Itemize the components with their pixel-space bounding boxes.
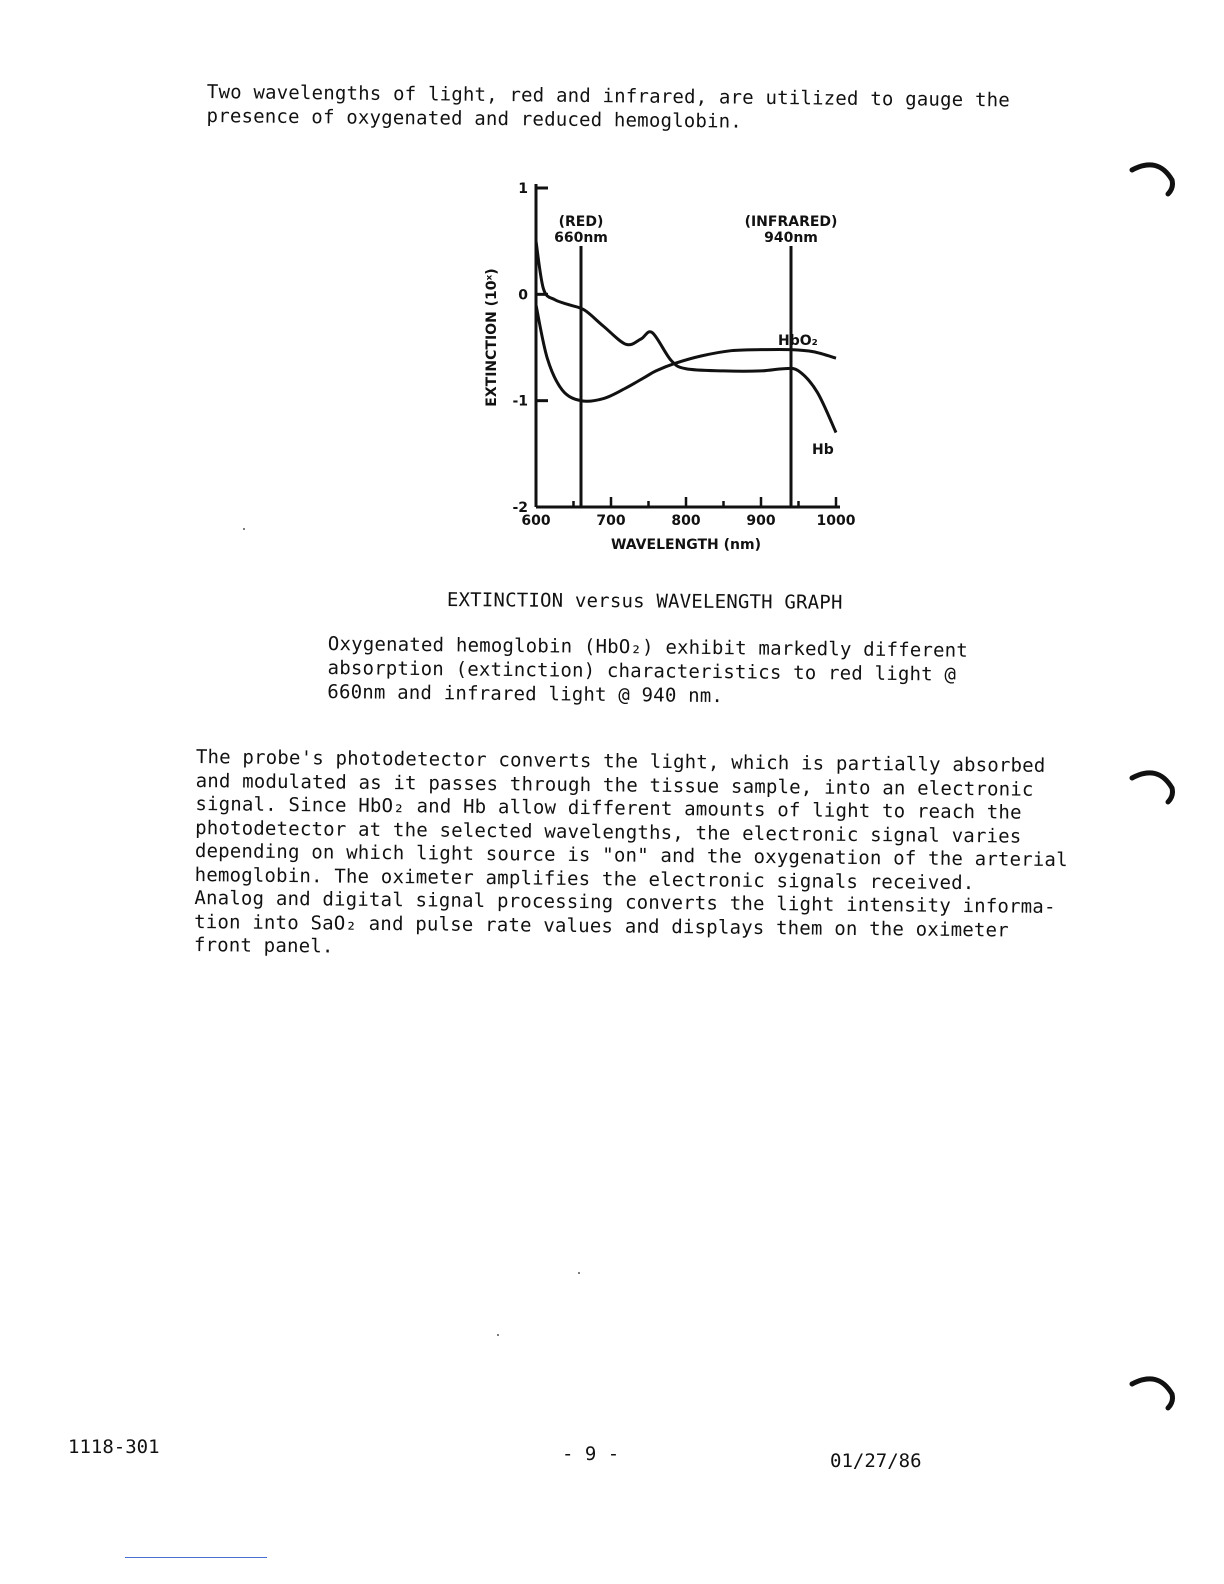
wavelength-marker-value: 660nm — [554, 230, 608, 246]
binder-hole-mark-bottom — [1128, 1372, 1178, 1412]
y-tick-label: 0 — [518, 287, 528, 304]
y-tick-label: -1 — [512, 393, 528, 410]
speck — [243, 528, 245, 530]
document-number: 1118-301 — [68, 1436, 160, 1458]
speck — [497, 1334, 499, 1336]
wavelength-marker-value: 940nm — [764, 230, 818, 246]
wavelength-marker-name: (RED) — [558, 214, 604, 230]
y-tick-label: -2 — [512, 500, 528, 516]
intro-paragraph: Two wavelengths of light, red and infrared, are utilized to gauge the presence of oxygenated and reduced hemoglobin. — [206, 80, 1011, 133]
oxygenation-paragraph: Oxygenated hemoglobin (HbO₂) exhibit markedly different absorption (extinction) characteristics to red light @ 660nm and infrared light @ 940 nm. — [327, 632, 969, 708]
binder-hole-mark-top — [1128, 158, 1178, 198]
x-tick-label: 800 — [671, 513, 701, 529]
probe-paragraph: The probe's photodetector converts the light, which is partially absorbed and modulated as it passes through the tissue sample, into an electronic signal. Since HbO₂ and Hb allow different amounts of light to reach the photodetector at the selected wavelengths, the electronic signal varies depending on which light source is "on" and the oxygenation of the arterial hemoglobin. The oximeter amplifies the electronic signals received. Analog and digital signal processing converts the light intensity informa- tion into SaO₂ and pulse rate values and displays them on the oximeter front panel. — [193, 746, 1068, 958]
x-tick-label: 1000 — [816, 513, 856, 529]
chart-markers — [554, 214, 837, 507]
wavelength-marker-name: (INFRARED) — [744, 214, 838, 230]
series-label-hbo2: HbO₂ — [778, 333, 818, 349]
y-tick-label: 1 — [518, 181, 528, 197]
speck — [578, 1272, 580, 1274]
scan-edge-line — [125, 1557, 267, 1558]
series-label-hb: Hb — [812, 442, 834, 458]
x-tick-label: 600 — [521, 513, 551, 529]
x-tick-label: 900 — [746, 513, 776, 529]
figure-caption: EXTINCTION versus WAVELENGTH GRAPH — [446, 589, 843, 614]
binder-hole-mark-middle — [1128, 766, 1178, 806]
page-number: - 9 - — [562, 1443, 620, 1465]
x-tick-label: 700 — [596, 513, 626, 529]
document-date: 01/27/86 — [830, 1450, 922, 1472]
x-axis-title: WAVELENGTH (nm) — [610, 537, 762, 553]
y-axis-title: EXTINCTION (10ˣ) — [484, 268, 500, 407]
extinction-wavelength-chart — [470, 170, 870, 570]
